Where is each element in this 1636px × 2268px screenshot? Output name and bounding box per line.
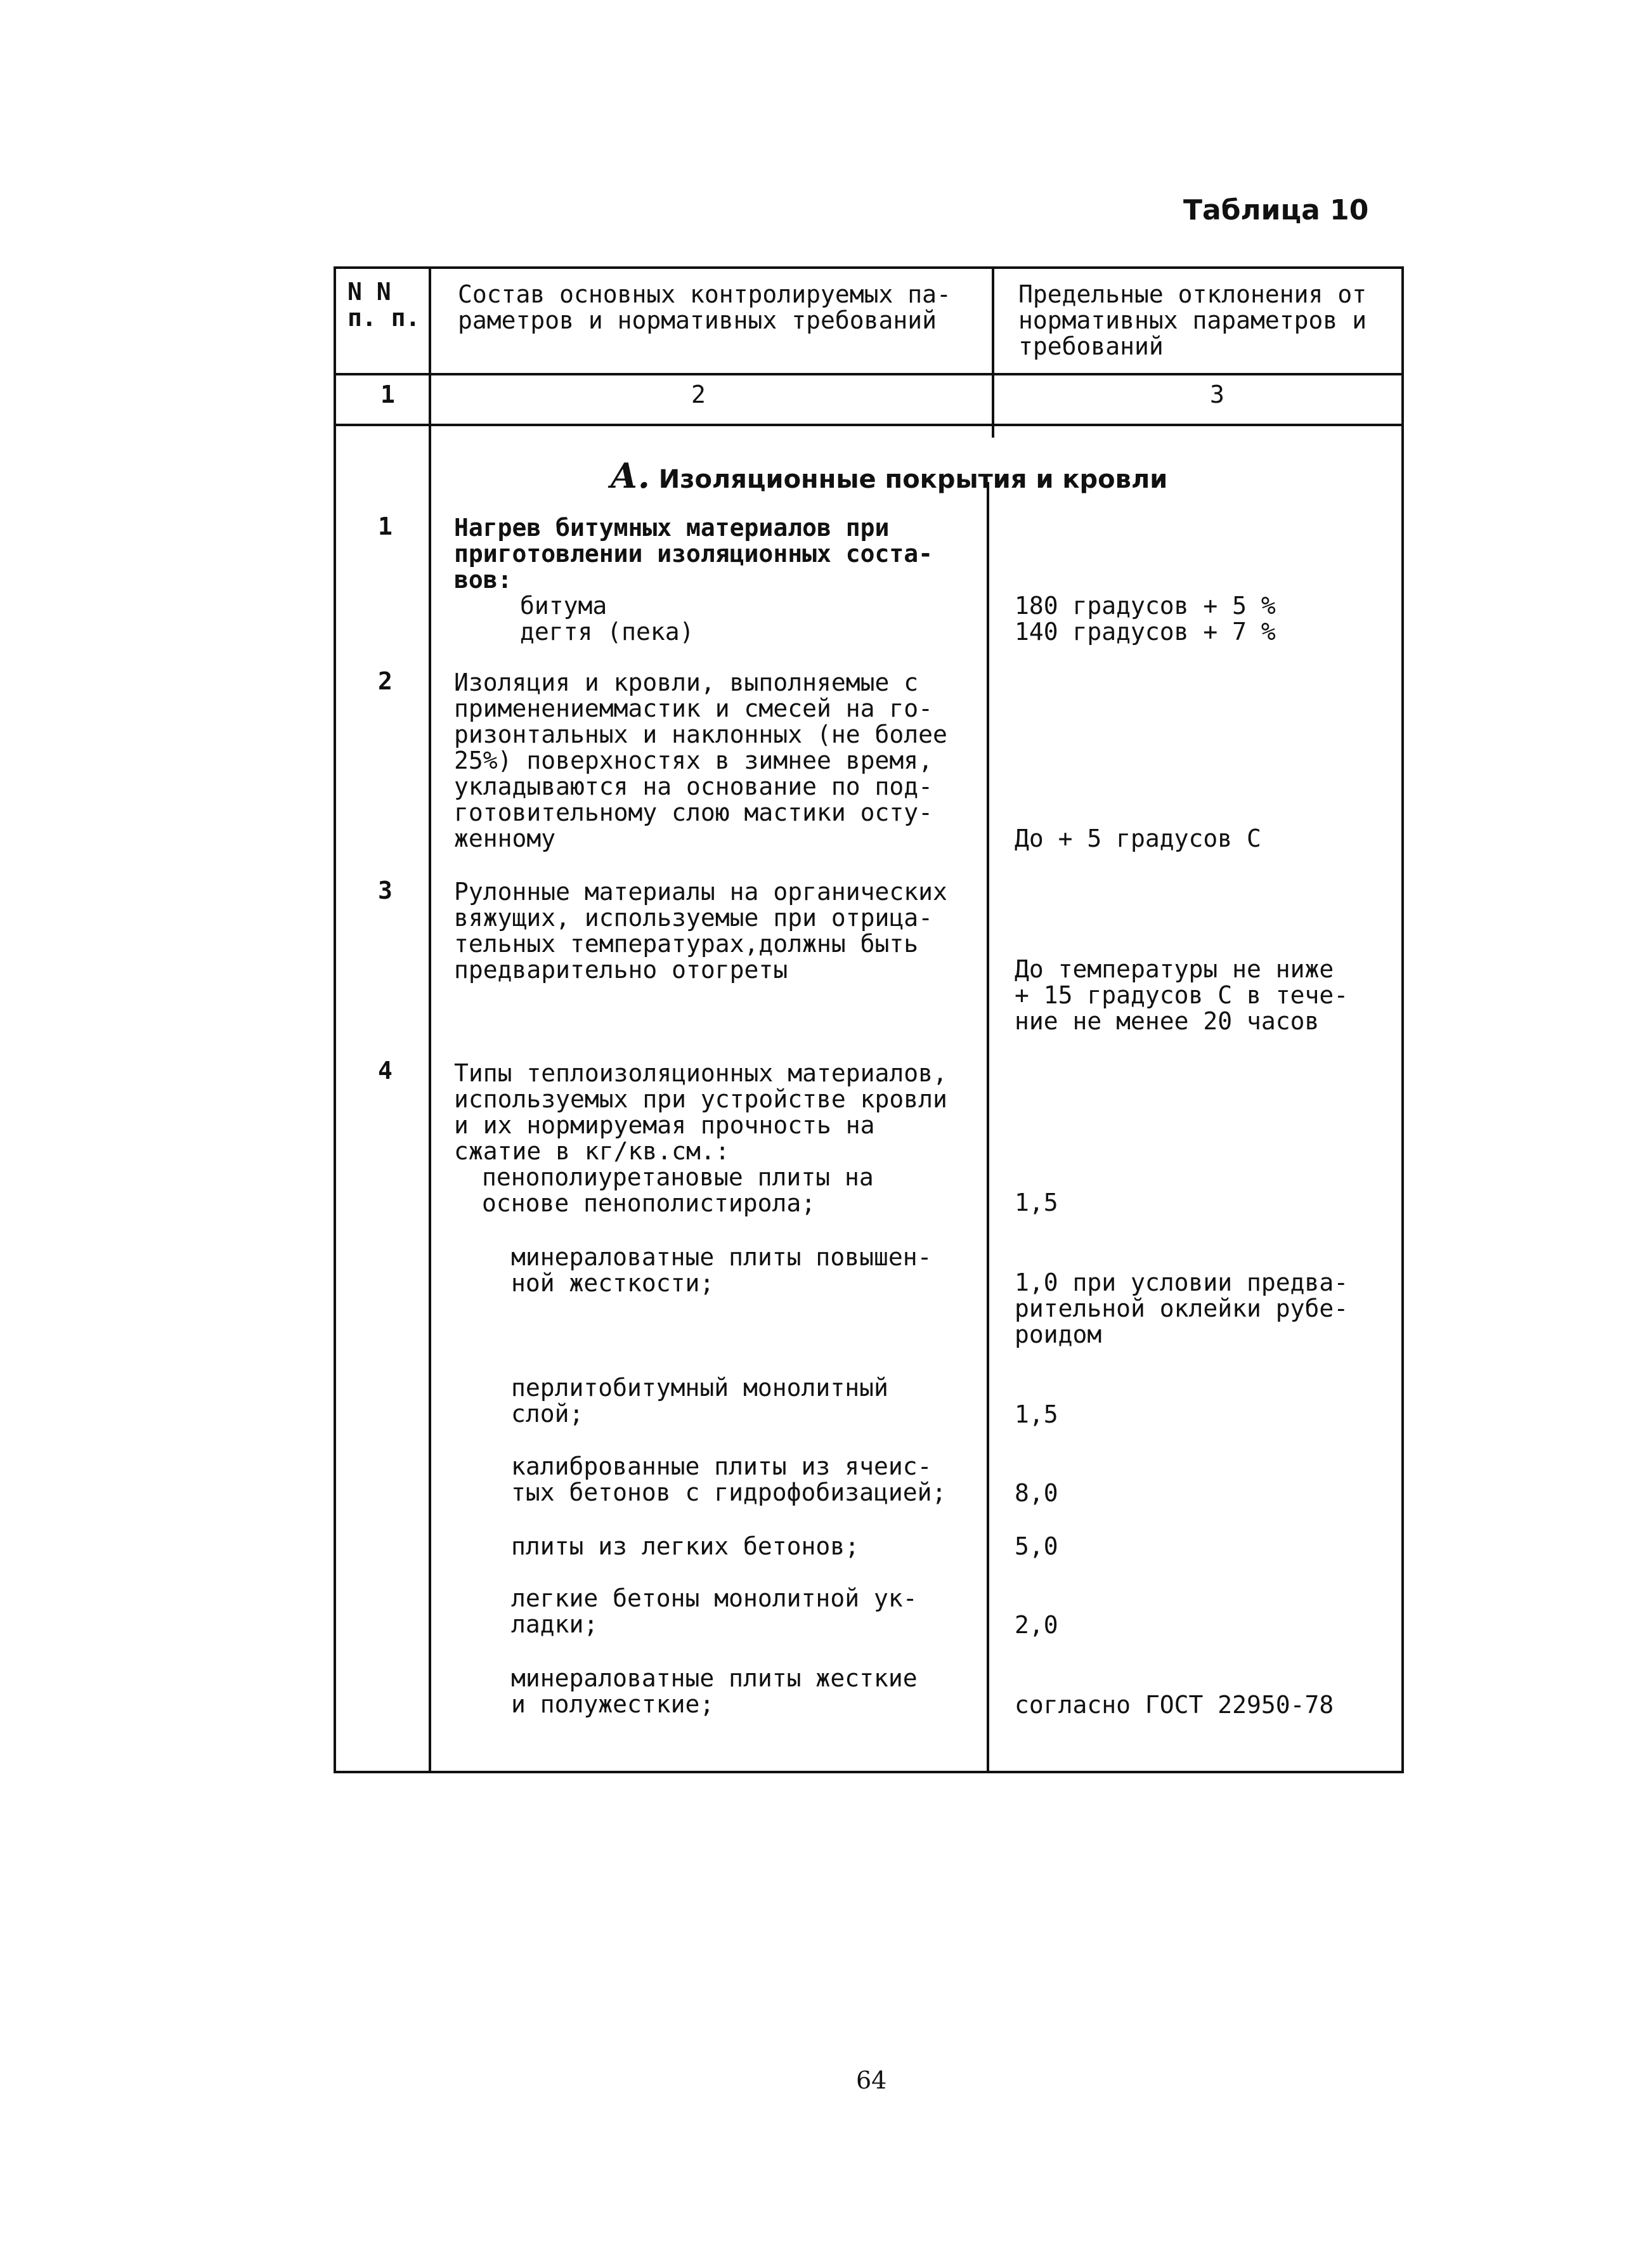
material-value: 1,5 xyxy=(1015,1189,1058,1216)
row-number: 3 xyxy=(378,877,393,904)
material-value: 1,5 xyxy=(1015,1400,1058,1428)
material-value: 8,0 xyxy=(1015,1479,1058,1507)
row-deviation: До + 5 градусов С xyxy=(1015,824,1261,852)
column-number-2: 2 xyxy=(691,381,706,408)
material-value: согласно ГОСТ 22950-78 xyxy=(1015,1691,1334,1719)
table-border-bottom xyxy=(334,1771,1404,1773)
column-number-3: 3 xyxy=(1210,381,1224,408)
row-number: 1 xyxy=(378,512,393,540)
material-name: минераловатные плиты повышен- ной жесткости; xyxy=(511,1243,932,1297)
material-value: 1,0 при условии предва- рительной оклейки рубе- роидом xyxy=(1015,1268,1349,1348)
column-number-1: 1 xyxy=(380,381,395,408)
section-letter: А. xyxy=(610,455,650,496)
section-heading xyxy=(610,455,1167,496)
material-name: минераловатные плиты жесткие и полужесткие; xyxy=(511,1664,918,1718)
material-name: пенополиуретановые плиты на основе пенополистирола; xyxy=(482,1163,874,1217)
header-parameters: Состав основных контролируемых па- раметров и нормативных требований xyxy=(458,280,951,334)
table-column-divider-2 xyxy=(992,266,994,438)
row-sub-item: дегтя (пека) xyxy=(520,618,694,646)
row-deviation: 140 градусов + 7 % xyxy=(1015,618,1276,646)
page-number: 64 xyxy=(856,2066,887,2094)
table-border-top xyxy=(334,266,1404,269)
material-name: легкие бетоны монолитной ук- ладки; xyxy=(511,1584,918,1638)
table-border-right xyxy=(1401,266,1404,1773)
header-deviations: Предельные отклонения от нормативных параметров и требований xyxy=(1018,280,1367,360)
page-title: Таблица 10 xyxy=(1183,194,1369,226)
material-name: плиты из легких бетонов; xyxy=(511,1532,860,1560)
header-row-number: N N п. п. xyxy=(347,278,420,332)
table-number-row-divider xyxy=(334,424,1404,426)
row-deviation: 180 градусов + 5 % xyxy=(1015,592,1276,620)
row-sub-item: битума xyxy=(520,592,607,620)
table-header-divider xyxy=(334,373,1404,375)
row-deviation: До температуры не ниже + 15 градусов С в тече- ние не менее 20 часов xyxy=(1015,955,1349,1035)
row-number: 2 xyxy=(378,667,393,695)
material-name: калиброванные плиты из ячеис- тых бетонов с гидрофобизацией; xyxy=(511,1452,947,1506)
table-border-left xyxy=(334,266,336,1773)
material-name: перлитобитумный монолитный слой; xyxy=(511,1374,888,1428)
row-parameter: Типы теплоизоляционных материалов, используемых при устройстве кровли и их нормируемая прочность на сжатие в кг/кв.см.: xyxy=(454,1059,947,1165)
material-value: 5,0 xyxy=(1015,1532,1058,1560)
row-parameter: Рулонные материалы на органических вяжущих, используемые при отрица- тельных температурах,должны быть предварительно отогреты xyxy=(454,878,947,984)
material-value: 2,0 xyxy=(1015,1611,1058,1639)
section-title-text: Изоляционные покрытия и кровли xyxy=(658,465,1168,494)
table-column-divider-2-lower xyxy=(987,482,989,1773)
row-parameter: Нагрев битумных материалов при приготовлении изоляционных соста- вов: xyxy=(454,514,933,594)
row-number: 4 xyxy=(378,1057,393,1085)
row-parameter: Изоляция и кровли, выполняемые с применениеммастик и смесей на го- ризонтальных и наклонных (не более 25%) поверхностях в зимнее время, укладываются на основание по под- готовительному слою мастики осту- женному xyxy=(454,668,947,852)
table-column-divider-1 xyxy=(429,266,431,1773)
